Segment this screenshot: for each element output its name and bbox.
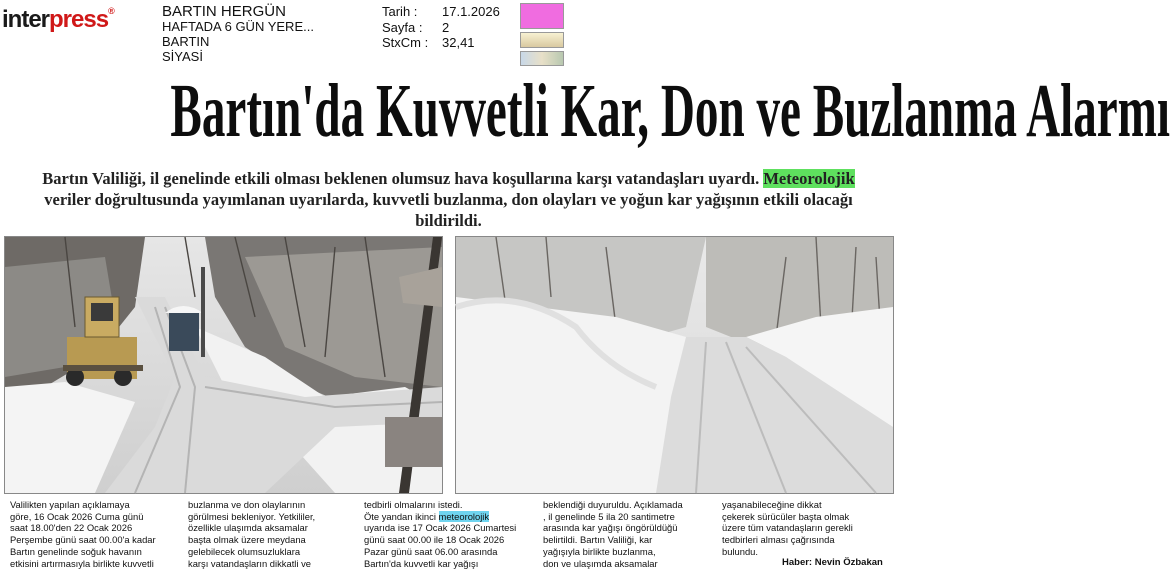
column-3-part-a: tedbirli olmalarını istedi. Öte yandan ikinci — [364, 499, 463, 522]
column-3-highlight: meteorolojik — [438, 510, 490, 522]
stxcm-value: 32,41 — [442, 35, 475, 50]
stxcm-label: StxCm : — [382, 35, 429, 50]
thumbnail-2 — [520, 32, 564, 48]
publication-frequency: HAFTADA 6 GÜN YERE... — [162, 19, 314, 34]
article-column-4: beklendiği duyuruldu. Açıklamada , il genelinde 5 ila 20 santimetre arasında kar yağışı öngörüldüğü belirtildi. Bartın Valiliği, kar yağışıyla birlikte buzlanma, don ve ulaşımda aksamalar — [543, 499, 683, 569]
article-column-3 — [364, 499, 534, 569]
date-value: 17.1.2026 — [442, 4, 500, 19]
photo-snowy-road — [455, 236, 894, 494]
interpress-logo: interpress® — [2, 6, 114, 33]
byline: Haber: Nevin Özbakan — [782, 557, 883, 568]
headline: Bartın'da Kuvvetli Kar, Don ve Buzlanma Alarmı — [170, 69, 1170, 153]
date-label: Tarih : — [382, 4, 418, 19]
article-column-1: Valilikten yapılan açıklamaya göre, 16 Ocak 2026 Cuma günü saat 18.00'den 22 Ocak 2026 Perşembe günü saat 00.00'a kadar Bartın genelinde soğuk havanın etkisini artırmasıyla birlikte kuvvetli — [10, 499, 156, 569]
article-column-5: yaşanabileceğine dikkat çekerek sürücüler başta olmak üzere tüm vatandaşların gerekli tedbirleri alması çağrısında bulundu. — [722, 499, 853, 557]
page-value: 2 — [442, 19, 450, 35]
lead-part-2: veriler doğrultusunda yayımlanan uyarılarda, kuvvetli buzlanma, don olayları ve yoğun kar yağışının etkili olacağı bildirildi. — [44, 190, 853, 230]
lead-paragraph — [20, 168, 877, 231]
publication-city: BARTIN — [162, 34, 210, 49]
publication-info — [162, 4, 314, 64]
thumbnail-3 — [520, 51, 564, 66]
photo-snow-plow — [4, 236, 443, 494]
publication-name: BARTIN HERGÜN — [162, 3, 286, 20]
article-column-2: buzlanma ve don olaylarının görülmesi bekleniyor. Yetkililer, özellikle ulaşımda aksamalar başta olmak üzere meydana gelebilecek olumsuzluklara karşı vatandaşların dikkatli ve — [188, 499, 316, 569]
lead-part-1: Bartın Valiliği, il genelinde etkili olması beklenen olumsuz hava koşullarına karşı vatandaşları uyardı. — [42, 169, 760, 188]
lead-highlight: Meteorolojik — [763, 169, 855, 188]
clipping-meta — [382, 4, 500, 51]
publication-section: SİYASİ — [162, 49, 203, 64]
column-3-part-b: uyarıda ise 17 Ocak 2026 Cumartesi günü saat 00.00 ile 18 Ocak 2026 Pazar günü saat 06.00 arasında Bartın'da kuvvetli kar yağışı — [364, 522, 517, 569]
thumbnail-1 — [520, 3, 564, 29]
page-thumbnails — [520, 3, 564, 66]
page-label: Sayfa : — [382, 19, 423, 35]
